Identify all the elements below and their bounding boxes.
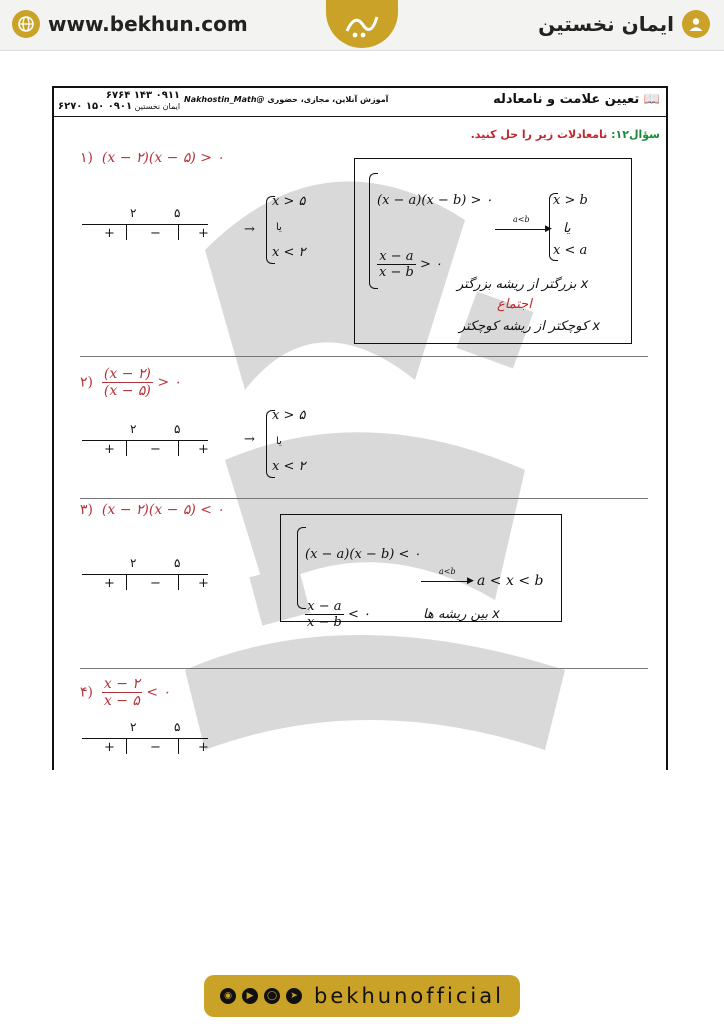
- sign-axis-2: ۲ ۵ + − +: [82, 426, 208, 466]
- rule-1-fraction: $\frac{x - a}{x - b}$ > ۰: [379, 249, 442, 280]
- youtube-icon[interactable]: ▶: [242, 988, 258, 1004]
- globe-icon: [12, 10, 40, 38]
- aparat-icon[interactable]: ◉: [220, 988, 236, 1004]
- worksheet-header: [52, 88, 666, 117]
- site-url: www.bekhun.com: [48, 12, 248, 36]
- book-icon: 📖: [643, 92, 660, 107]
- result-1-top: x > ۵: [272, 194, 306, 209]
- result-1-or: یا: [276, 222, 282, 233]
- arrow: →: [244, 222, 255, 237]
- divider-3: [80, 668, 648, 669]
- rule-box-less: (x − a)(x − b) < ۰ $\frac{x - a}{x - b}$ < ۰ a<b ▶ a < x < b x بین ریشه ها: [280, 514, 562, 622]
- sign-axis-1: ۲ ۵ + − +: [82, 210, 208, 250]
- sign-axis-4: ۲ ۵ + − +: [82, 724, 208, 764]
- sign-axis-3: ۲ ۵ + − +: [82, 560, 208, 600]
- result-1-bottom: x < ۲: [272, 245, 306, 260]
- instagram-icon[interactable]: ◯: [264, 988, 280, 1004]
- divider-2: [80, 498, 648, 499]
- problem-2: ۲) $\frac{(x - ۲)}{(x - ۵)}$ > ۰: [80, 366, 182, 399]
- question-heading: سؤال۱۲: نامعادلات زیر را حل کنید.: [470, 128, 660, 141]
- contact-info: ۰۹۱۱ ۱۴۳ ۶۷۶۴ ایمان نخستین ۰۹۰۱ ۱۵۰ ۶۲۷۰: [58, 90, 181, 112]
- arrow-2: →: [244, 432, 255, 447]
- worksheet-title: 📖 تعیین علامت و نامعادله: [493, 92, 660, 107]
- divider-1: [80, 356, 648, 357]
- tagline: آموزش آنلاین، مجازی، حضوری @Nakhostin_Math: [184, 95, 389, 104]
- result-2-top: x > ۵: [272, 408, 306, 423]
- top-bar: [0, 0, 724, 51]
- author-name: ایمان نخستین: [538, 12, 674, 36]
- social-handle: bekhunofficial: [314, 984, 504, 1008]
- rule-box-greater: (x − a)(x − b) > ۰ $\frac{x - a}{x - b}$ > ۰ a<b ▶ x > b یا x < a x بزرگتر از ریشه بزرگتر اجتماع x کوچکتر از ریشه کوچکتر: [354, 158, 632, 344]
- author-link[interactable]: [538, 10, 710, 38]
- site-link[interactable]: [12, 10, 248, 38]
- result-2-bottom: x < ۲: [272, 459, 306, 474]
- problem-3: ۳) (x − ۲)(x − ۵) < ۰: [80, 502, 224, 518]
- user-icon: [682, 10, 710, 38]
- problem-4: ۴) $\frac{x - ۲}{x - ۵}$ < ۰: [80, 676, 171, 709]
- brand-logo[interactable]: [326, 0, 398, 48]
- telegram-icon[interactable]: ➤: [286, 988, 302, 1004]
- result-2-or: یا: [276, 436, 282, 447]
- problem-1: ۱) (x − ۲)(x − ۵) > ۰: [80, 150, 224, 166]
- social-footer[interactable]: [204, 975, 520, 1017]
